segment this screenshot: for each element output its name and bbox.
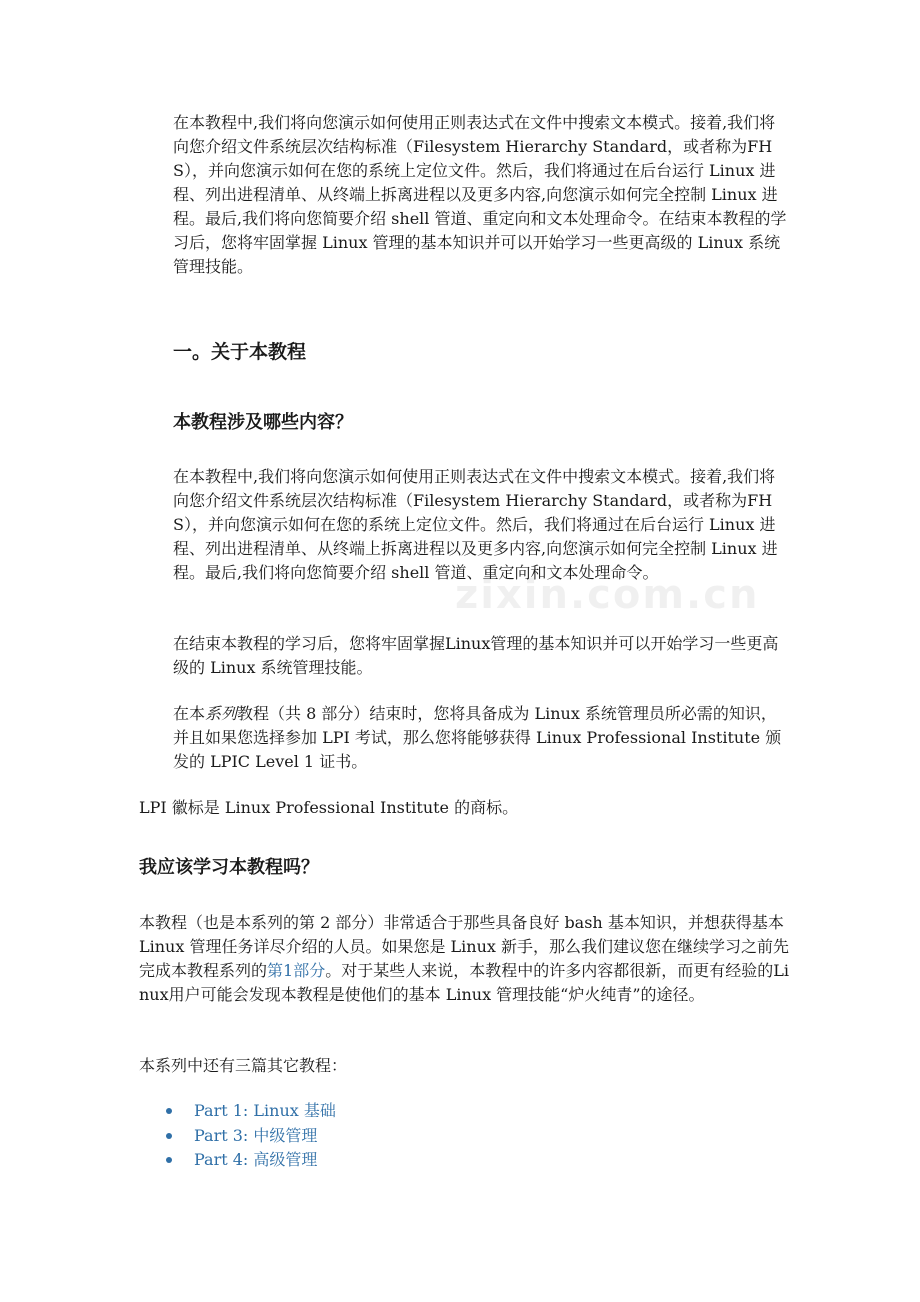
contents-paragraph-1: 在本教程中,我们将向您演示如何使用正则表达式在文件中搜索文本模式。接着,我们将向您介绍文件系统层次结构标准（Filesystem Hierarchy Standard，或者称为FHS），并向您演示如何在您的系统上定位文件。然后，我们将通过在后台运行 Linux 进程、列出进程清单、从终端上拆离进程以及更多内容,向您演示如何完全控制 Linux 进程。最后,我们将向您简要介绍 shell 管道、重定向和文本处理命令。 (173, 467, 778, 582)
p3-prefix: 在本 (173, 704, 206, 723)
audience-prefix: 本教程（也是本系列的第 2 部分）非常适合于那些具备良好 bash 基本知识，并想获得基本 Linux 管理任务详尽介绍的人员。如果您是 Linux 新手，那么我们建议您在继续学习之前先完成本教程系列的 (139, 913, 790, 980)
other-tutorials-intro: 本系列中还有三篇其它教程： (139, 1056, 348, 1075)
contents-paragraph-2: 在结束本教程的学习后，您将牢固掌握Linux管理的基本知识并可以开始学习一些更高级的 Linux 系统管理技能。 (173, 634, 779, 677)
watermark: zixin.com.cn (455, 572, 760, 618)
bullet-icon (166, 1157, 172, 1163)
list-item (166, 1124, 336, 1149)
list-item (166, 1148, 336, 1173)
p3-suffix: 教程（共 8 部分）结束时，您将具备成为 Linux 系统管理员所必需的知识，并且如果您选择参加 LPI 考试，那么您将能够获得 Linux Professional Institute 颁发的 LPIC Level 1 证书。 (173, 704, 782, 771)
section-heading-should-i: 我应该学习本教程吗？ (139, 857, 319, 878)
subheading-contents: 本教程涉及哪些内容？ (173, 412, 353, 433)
part1-link[interactable]: Part 1: Linux 基础 (194, 1101, 336, 1120)
intro-paragraph: 在本教程中,我们将向您演示如何使用正则表达式在文件中搜索文本模式。接着,我们将向您介绍文件系统层次结构标准（Filesystem Hierarchy Standard，或者称为FHS），并向您演示如何在您的系统上定位文件。然后，我们将通过在后台运行 Linux 进程、列出进程清单、从终端上拆离进程以及更多内容,向您演示如何完全控制 Linux 进程。最后,我们将向您简要介绍 shell 管道、重定向和文本处理命令。在结束本教程的学习后，您将牢固掌握 Linux 管理的基本知识并可以开始学习一些更高级的 Linux 系统管理技能。 (173, 113, 787, 276)
section-heading-about: 一。关于本教程 (173, 341, 307, 363)
bullet-icon (166, 1133, 172, 1139)
part3-link[interactable]: Part 3: 中级管理 (194, 1125, 318, 1145)
contents-paragraph-3 (173, 702, 788, 774)
list-item (166, 1099, 336, 1124)
part4-link[interactable]: Part 4: 高级管理 (194, 1150, 318, 1169)
part1-inline-link[interactable]: 第1部分 (267, 961, 326, 980)
trademark-note: LPI 徽标是 Linux Professional Institute 的商标。 (139, 798, 519, 817)
tutorial-parts-list (166, 1099, 336, 1173)
bullet-icon (166, 1108, 172, 1114)
audience-paragraph (139, 911, 789, 1007)
p3-series-italic: 系列 (205, 704, 238, 723)
audience-suffix: 。对于某些人来说，本教程中的许多内容都很新，而更有经验的Linux用户可能会发现本教程是使他们的基本 Linux 管理技能“炉火纯青”的途径。 (139, 961, 789, 1004)
